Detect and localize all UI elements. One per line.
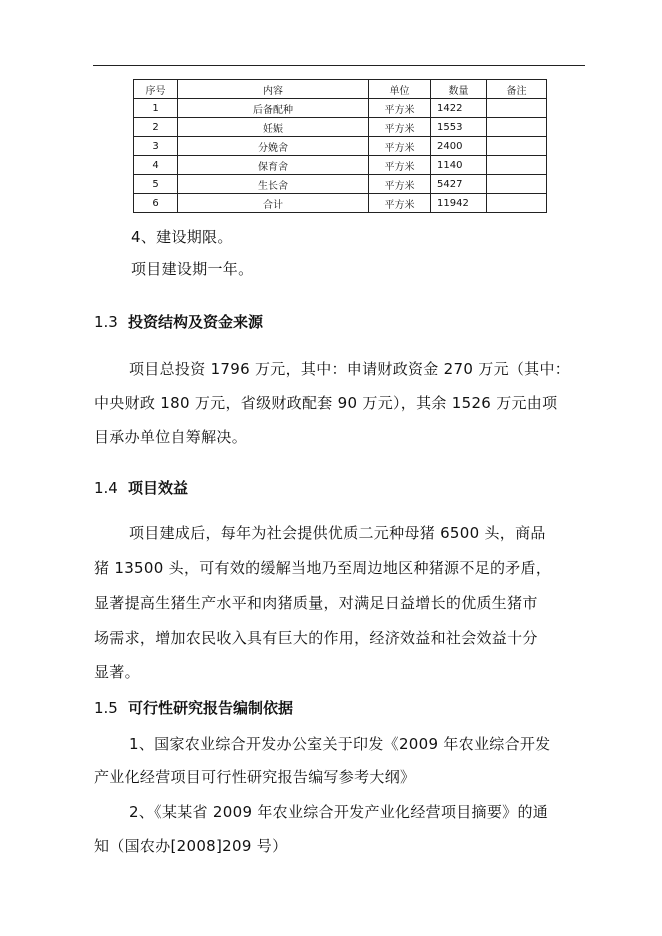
area-table (133, 79, 547, 213)
cell-remarks (487, 175, 547, 194)
table-row (134, 137, 547, 156)
cell-quantity: 2400 (431, 137, 487, 156)
section-number: 1.4 (94, 479, 118, 497)
section-number: 1.5 (94, 699, 118, 717)
header-rule (93, 65, 585, 66)
paragraph-line: 中央财政 180 万元，省级财政配套 90 万元），其余 1526 万元由项 (94, 394, 558, 412)
table-row (134, 99, 547, 118)
cell-content: 分娩舍 (178, 137, 369, 156)
paragraph-line: 产业化经营项目可行性研究报告编写参考大纲》 (94, 768, 416, 786)
table-row (134, 175, 547, 194)
paragraph-line: 目承办单位自筹解决。 (94, 428, 248, 446)
cell-content: 后备配种 (178, 99, 369, 118)
cell-index: 3 (134, 137, 178, 156)
paragraph-line: 猪 13500 头，可有效的缓解当地乃至周边地区种猪源不足的矛盾， (94, 559, 552, 577)
cell-remarks (487, 118, 547, 137)
cell-index: 1 (134, 99, 178, 118)
paragraph-line: 场需求，增加农民收入具有巨大的作用，经济效益和社会效益十分 (94, 629, 538, 647)
cell-remarks (487, 194, 547, 213)
cell-content: 妊娠 (178, 118, 369, 137)
cell-content: 合计 (178, 194, 369, 213)
paragraph-line: 项目总投资 1796 万元，其中：申请财政资金 270 万元（其中： (129, 360, 571, 378)
cell-index: 5 (134, 175, 178, 194)
cell-remarks (487, 156, 547, 175)
cell-unit: 平方米 (369, 175, 431, 194)
cell-content: 保育舍 (178, 156, 369, 175)
section-1-4-heading (94, 477, 188, 498)
cell-index: 4 (134, 156, 178, 175)
table-row (134, 156, 547, 175)
cell-unit: 平方米 (369, 118, 431, 137)
column-header-unit: 单位 (369, 80, 431, 99)
column-header-content: 内容 (178, 80, 369, 99)
section-number: 1.3 (94, 313, 118, 331)
cell-quantity: 1422 (431, 99, 487, 118)
table-row (134, 118, 547, 137)
cell-unit: 平方米 (369, 99, 431, 118)
construction-heading: 4、建设期限。 (131, 228, 233, 246)
cell-remarks (487, 99, 547, 118)
cell-remarks (487, 137, 547, 156)
cell-content: 生长舍 (178, 175, 369, 194)
section-1-3-heading (94, 311, 263, 332)
table-header-row (134, 80, 547, 99)
cell-quantity: 1140 (431, 156, 487, 175)
paragraph-line: 显著。 (94, 663, 140, 681)
construction-text: 项目建设期一年。 (131, 260, 254, 278)
paragraph-line: 2、《某某省 2009 年农业综合开发产业化经营项目摘要》的通 (129, 803, 549, 821)
paragraph-line: 1、国家农业综合开发办公室关于印发《2009 年农业综合开发 (129, 735, 551, 753)
paragraph-line: 项目建成后，每年为社会提供优质二元种母猪 6500 头，商品 (129, 524, 546, 542)
column-header-remarks: 备注 (487, 80, 547, 99)
column-header-index: 序号 (134, 80, 178, 99)
cell-quantity: 11942 (431, 194, 487, 213)
section-title: 投资结构及资金来源 (128, 313, 264, 331)
cell-index: 2 (134, 118, 178, 137)
cell-index: 6 (134, 194, 178, 213)
paragraph-line: 显著提高生猪生产水平和肉猪质量，对满足日益增长的优质生猪市 (94, 594, 538, 612)
paragraph-line: 知（国农办[2008]209 号） (94, 837, 288, 855)
cell-quantity: 1553 (431, 118, 487, 137)
section-title: 可行性研究报告编制依据 (128, 699, 294, 717)
section-title: 项目效益 (128, 479, 189, 497)
column-header-quantity: 数量 (431, 80, 487, 99)
cell-unit: 平方米 (369, 156, 431, 175)
cell-unit: 平方米 (369, 194, 431, 213)
cell-unit: 平方米 (369, 137, 431, 156)
cell-quantity: 5427 (431, 175, 487, 194)
section-1-5-heading (94, 697, 293, 718)
table-row (134, 194, 547, 213)
